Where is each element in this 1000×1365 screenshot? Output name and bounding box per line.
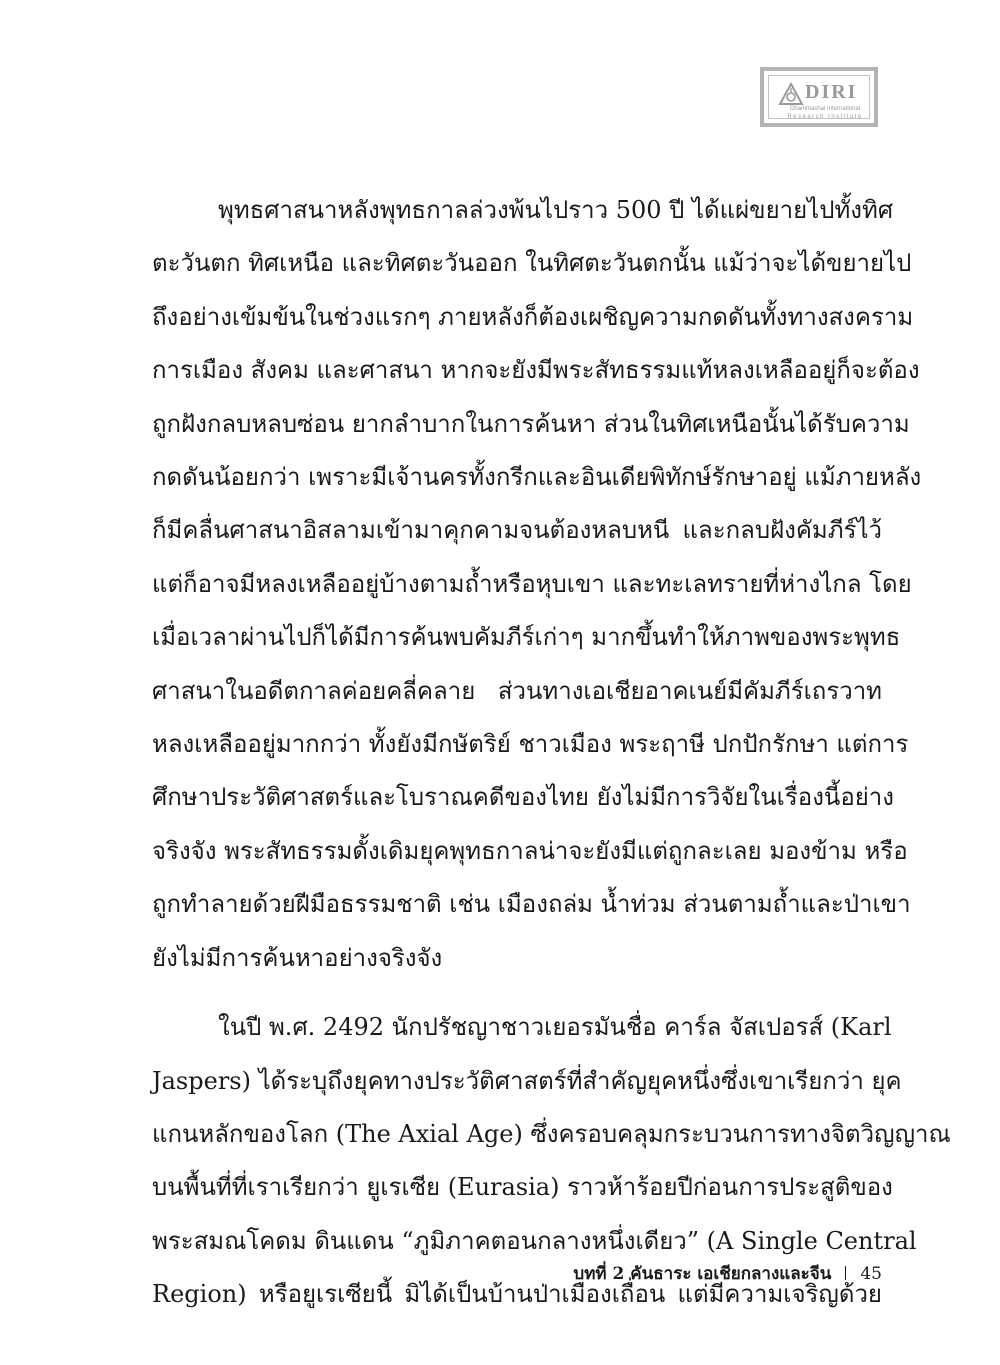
text-line: พุทธศาสนาหลังพุทธกาลล่วงพ้นไปราว 500 ปี ได้แผ่ขยายไปทั้งทิศ	[218, 196, 894, 224]
text-line: ยังไม่มีการค้นหาอย่างจริงจัง	[152, 943, 443, 972]
text-line: ถึงอย่างเข้มข้นในช่วงแรกๆ ภายหลังก็ต้องเผชิญความกดดันทั้งทางสงคราม	[152, 302, 914, 331]
text-line: ศึกษาประวัติศาสตร์และโบราณคดีของไทย ยังไม่มีการวิจัยในเรื่องนี้อย่าง	[152, 783, 894, 812]
page-footer	[573, 1262, 882, 1286]
text-line: เมื่อเวลาผ่านไปก็ได้มีการค้นพบคัมภีร์เก่าๆ มากขึ้นทำให้ภาพของพระพุทธ	[152, 623, 901, 652]
text-line: แกนหลักของโลก (The Axial Age) ซึ่งครอบคลุมกระบวนการทางจิตวิญญาณ	[152, 1119, 951, 1148]
logo-subtitle-1: Dhammachai International	[789, 106, 861, 112]
text-line: Jaspers) ได้ระบุถึงยุคทางประวัติศาสตร์ที่สำคัญยุคหนึ่งซึ่งเขาเรียกว่า ยุค	[152, 1066, 902, 1095]
logo-subtitle-2: Research Institute	[787, 114, 863, 120]
text-line: Region) หรือยูเรเซียนี้ มิได้เป็นบ้านป่าเมืองเถื่อน แต่มีความเจริญด้วย	[152, 1280, 882, 1309]
text-line: แต่ก็อาจมีหลงเหลืออยู่บ้างตามถ้ำหรือหุบเขา และทะเลทรายที่ห่างไกล โดย	[152, 569, 912, 598]
logo-inner-frame	[768, 75, 870, 119]
text-line: กดดันน้อยกว่า เพราะมีเจ้านครทั้งกรีกและอินเดียพิทักษ์รักษาอยู่ แม้ภายหลัง	[152, 463, 922, 492]
pyramid-emblem-icon	[778, 82, 804, 106]
text-line: ก็มีคลื่นศาสนาอิสลามเข้ามาคุกคามจนต้องหลบหนี และกลบฝังคัมภีร์ไว้	[152, 516, 882, 545]
text-line: พระสมณโคดม ดินแดน “ภูมิภาคตอนกลางหนึ่งเดียว” (A Single Central	[152, 1226, 917, 1255]
text-line: การเมือง สังคม และศาสนา หากจะยังมีพระสัทธรรมแท้หลงเหลืออยู่ก็จะต้อง	[152, 356, 920, 385]
text-line: หลงเหลืออยู่มากกว่า ทั้งยังมีกษัตริย์ ชาวเมือง พระฤาษี ปกปักรักษา แต่การ	[152, 730, 909, 759]
paragraph-1	[152, 184, 922, 985]
text-line: จริงจัง พระสัทธรรมดั้งเดิมยุคพุทธกาลน่าจะยังมีแต่ถูกละเลย มองข้าม หรือ	[152, 836, 908, 865]
diri-logo	[760, 67, 878, 127]
logo-title: DIRI	[805, 81, 858, 103]
text-line: ในปี พ.ศ. 2492 นักปรัชญาชาวเยอรมันชื่อ คาร์ล จัสเปอรส์ (Karl	[218, 1013, 892, 1042]
text-line: ตะวันตก ทิศเหนือ และทิศตะวันออก ในทิศตะวันตกนั้น แม้ว่าจะได้ขยายไป	[152, 249, 912, 278]
page-number: 45	[860, 1264, 882, 1284]
text-line: ถูกทำลายด้วยฝีมือธรรมชาติ เช่น เมืองถล่ม น้ำท่วม ส่วนตามถ้ำและป่าเขา	[152, 890, 911, 919]
text-line: ถูกฝังกลบหลบซ่อน ยากลำบากในการค้นหา ส่วนในทิศเหนือนั้นได้รับความ	[152, 409, 910, 438]
text-line: ศาสนาในอดีตกาลค่อยคลี่คลาย ส่วนทางเอเชียอาคเนย์มีคัมภีร์เถรวาท	[152, 676, 882, 705]
footer-divider	[845, 1266, 846, 1280]
chapter-title: บทที่ 2 คันธาระ เอเชียกลางและจีน	[573, 1264, 832, 1284]
body-text	[152, 184, 951, 1338]
text-line: บนพื้นที่ที่เราเรียกว่า ยูเรเซีย (Eurasia) ราวห้าร้อยปีก่อนการประสูติของ	[152, 1173, 893, 1202]
